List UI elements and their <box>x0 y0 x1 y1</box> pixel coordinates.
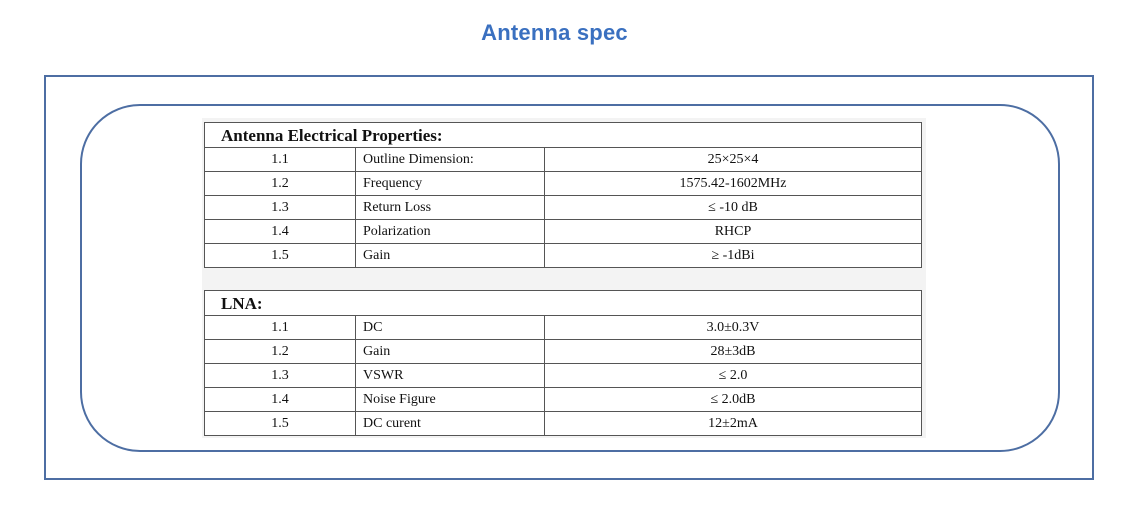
parameter-value: ≤ 2.0 <box>545 364 922 388</box>
row-number: 1.4 <box>205 220 356 244</box>
parameter-name: Outline Dimension: <box>356 148 545 172</box>
electrical-properties-heading: Antenna Electrical Properties: <box>205 123 922 148</box>
parameter-value: RHCP <box>545 220 922 244</box>
electrical-properties-table <box>204 122 922 268</box>
parameter-name: DC curent <box>356 412 545 436</box>
parameter-name: DC <box>356 316 545 340</box>
parameter-value: 1575.42-1602MHz <box>545 172 922 196</box>
row-number: 1.1 <box>205 148 356 172</box>
lna-table <box>204 290 922 436</box>
parameter-name: Return Loss <box>356 196 545 220</box>
table-row <box>205 244 922 268</box>
lna-heading: LNA: <box>205 291 922 316</box>
parameter-value: 12±2mA <box>545 412 922 436</box>
table-row <box>205 316 922 340</box>
row-number: 1.5 <box>205 244 356 268</box>
parameter-name: Gain <box>356 340 545 364</box>
parameter-value: 28±3dB <box>545 340 922 364</box>
parameter-name: Noise Figure <box>356 388 545 412</box>
page-title: Antenna spec <box>481 20 628 45</box>
parameter-value: ≤ -10 dB <box>545 196 922 220</box>
table-row <box>205 340 922 364</box>
row-number: 1.3 <box>205 196 356 220</box>
row-number: 1.4 <box>205 388 356 412</box>
parameter-value: ≤ 2.0dB <box>545 388 922 412</box>
parameter-name: Gain <box>356 244 545 268</box>
parameter-name: VSWR <box>356 364 545 388</box>
row-number: 1.2 <box>205 172 356 196</box>
table-row <box>205 220 922 244</box>
table-row <box>205 148 922 172</box>
parameter-name: Polarization <box>356 220 545 244</box>
row-number: 1.3 <box>205 364 356 388</box>
table-row <box>205 412 922 436</box>
table-header-row <box>205 123 922 148</box>
table-row <box>205 364 922 388</box>
table-row <box>205 196 922 220</box>
parameter-value: ≥ -1dBi <box>545 244 922 268</box>
table-header-row <box>205 291 922 316</box>
parameter-name: Frequency <box>356 172 545 196</box>
table-row <box>205 388 922 412</box>
parameter-value: 3.0±0.3V <box>545 316 922 340</box>
row-number: 1.5 <box>205 412 356 436</box>
parameter-value: 25×25×4 <box>545 148 922 172</box>
row-number: 1.1 <box>205 316 356 340</box>
table-row <box>205 172 922 196</box>
row-number: 1.2 <box>205 340 356 364</box>
